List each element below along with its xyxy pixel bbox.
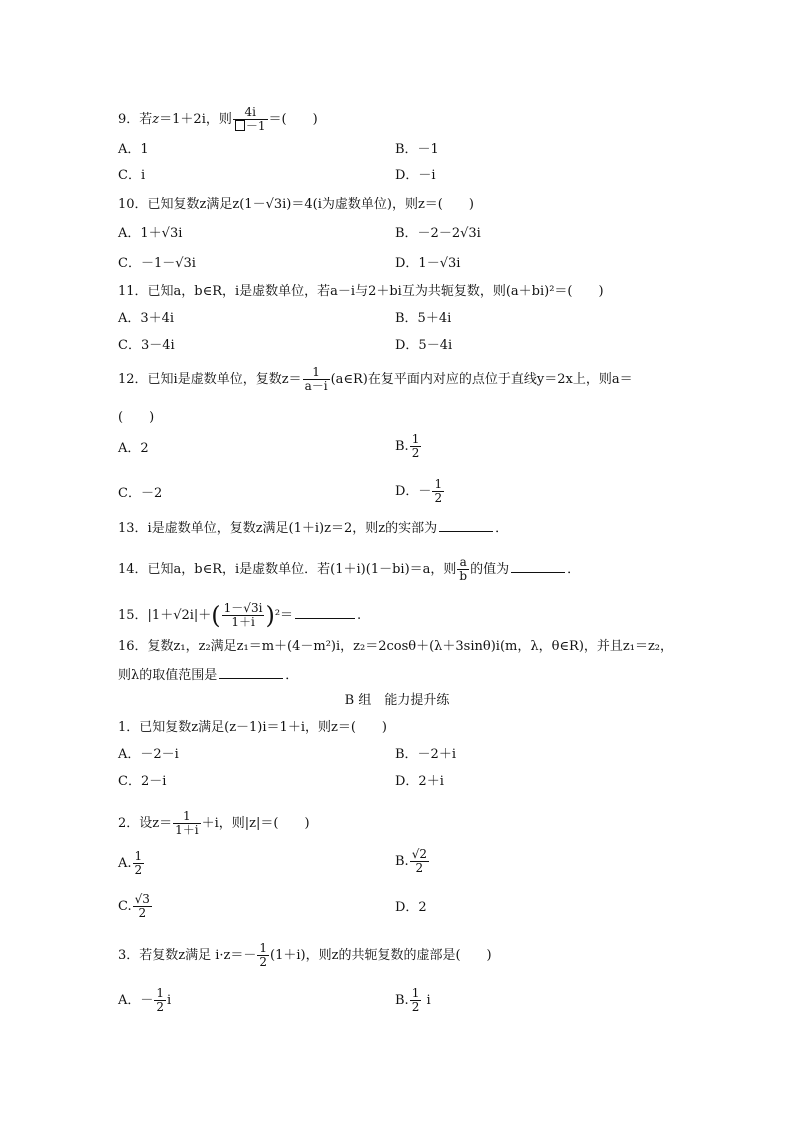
q9-option-b: B．－1 [395, 142, 439, 157]
group-b-heading: B 组 能力提升练 [344, 693, 450, 708]
q9-option-d: D．－i [395, 168, 436, 183]
q13-stem: 13．i是虚数单位，复数z满足(1＋i)z＝2，则z的实部为 ． [118, 521, 509, 536]
q12-fraction: $\frac{1}{a-i}$ [304, 365, 328, 393]
q10-option-b: B．－2－2√3i [395, 226, 481, 241]
q16-stem-line1: 16．复数z₁，z₂满足z₁＝m＋(4－m²)i，z₂＝2cosθ＋(λ＋3sinθ)i(m，λ，θ∈R)，并且z₁＝z₂， [118, 639, 674, 654]
q11-option-b: B．5＋4i [395, 311, 452, 326]
b1-stem: 1．已知复数z满足(z－1)i＝1＋i，则z＝( ) [118, 720, 387, 735]
q12-stem: 12．已知i是虚数单位，复数z＝ $\frac{1}{a-i}$ (a∈R)在复平面内对应的点位于直线y＝2x上，则a＝ [118, 365, 633, 393]
q14-stem: 14．已知a，b∈R，i是虚数单位．若(1＋i)(1－bi)＝a，则 $\frac{a}{b}$ 的值为 ． [118, 555, 581, 583]
q10-option-d: D．1－√3i [395, 256, 461, 271]
q12-option-b: B. $\frac{1}{2}$ [395, 432, 420, 460]
b3-option-b: B. $\frac{1}{2}$ i [395, 986, 431, 1014]
q11-option-d: D．5－4i [395, 338, 453, 353]
q16-stem-line2: 则λ的取值范围是 ． [118, 668, 299, 683]
q13-answer-blank[interactable] [439, 520, 493, 532]
q11-option-c: C．3－4i [118, 338, 175, 353]
q12-option-d: D．－ $\frac{1}{2}$ [395, 477, 443, 505]
q9-option-a: A．1 [118, 142, 149, 157]
q12-answer-paren: ( ) [118, 410, 155, 425]
b2-stem: 2．设z＝ $\frac{1}{1+i}$ ＋i，则|z|＝( ) [118, 809, 310, 837]
q15-stem: 15．|1＋√2i|＋( $\frac{1-√3i}{1+i}$ )²＝ . [118, 601, 362, 630]
b1-option-d: D．2＋i [395, 774, 444, 789]
b1-option-a: A．－2－i [118, 747, 179, 762]
q12-option-a: A．2 [118, 441, 149, 456]
b2-option-b: B. $\frac{√2}{2}$ [395, 847, 427, 875]
q10-option-a: A．1＋√3i [118, 226, 183, 241]
q9-stem: 9．若z＝1＋2i，则 $\frac{4i}{-1}$ ＝( ) [118, 105, 318, 133]
q12-option-c: C．－2 [118, 486, 163, 501]
q11-option-a: A．3＋4i [118, 311, 175, 326]
b1-option-c: C．2－i [118, 774, 167, 789]
q15-answer-blank[interactable] [295, 607, 355, 619]
q16-answer-blank[interactable] [219, 667, 283, 679]
b2-option-a: A. $\frac{1}{2}$ [118, 849, 143, 877]
q10-stem: 10．已知复数z满足z(1－√3i)＝4(i为虚数单位)，则z＝( ) [118, 197, 474, 212]
q11-stem: 11．已知a，b∈R，i是虚数单位，若a－i与2＋bi互为共轭复数，则(a＋bi)²＝( ) [118, 284, 604, 299]
b2-option-c: C. $\frac{√3}{2}$ [118, 892, 150, 920]
b3-stem: 3．若复数z满足 i·z＝－ $\frac{1}{2}$ (1＋i)，则z的共轭复数的虚部是( ) [118, 941, 492, 969]
b3-option-a: A．－ $\frac{1}{2}$ i [118, 986, 172, 1014]
q14-answer-blank[interactable] [511, 561, 565, 573]
q9-fraction: $\frac{4i}{-1}$ [233, 106, 268, 133]
b1-option-b: B．－2＋i [395, 747, 456, 762]
conjugate-z-glyph [235, 120, 245, 131]
b2-option-d: D．2 [395, 900, 427, 915]
q10-option-c: C．－1－√3i [118, 256, 196, 271]
q9-option-c: C．i [118, 168, 146, 183]
